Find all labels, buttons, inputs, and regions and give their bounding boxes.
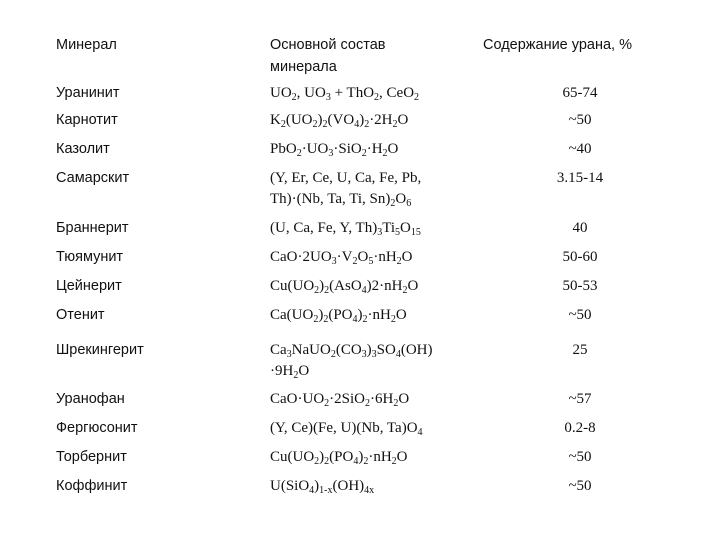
mineral-name: Цейнерит — [56, 278, 122, 294]
formula-text: ·nH — [367, 307, 391, 323]
formula-subscript: 15 — [410, 227, 421, 238]
uranium-content: ~50 — [568, 478, 592, 494]
formula-text: ) — [317, 112, 323, 128]
formula-text: (OH) — [400, 342, 433, 358]
uranium-content: 3.15-14 — [556, 170, 604, 186]
formula-subscript: 2 — [365, 398, 370, 409]
mineral-formula — [270, 83, 470, 104]
uranium-content: ~40 — [568, 141, 592, 157]
formula-text: O — [395, 307, 407, 323]
uranium-content: ~50 — [568, 112, 592, 128]
formula-text: CaO·2UO — [270, 249, 332, 265]
formula-text: ·9H — [270, 363, 294, 379]
formula-text: ) — [319, 449, 325, 465]
formula-subscript: 4x — [364, 485, 375, 496]
formula-subscript: 2 — [314, 456, 320, 467]
mineral-formula — [270, 168, 470, 210]
formula-text: K — [270, 112, 281, 128]
formula-subscript: 3 — [377, 227, 383, 238]
mineral-name: Самарскит — [56, 170, 130, 186]
formula-text: O — [395, 191, 407, 207]
formula-text: (UO — [285, 112, 313, 128]
formula-subscript: 2 — [324, 285, 330, 296]
uranium-content: ~50 — [568, 307, 592, 323]
formula-text: O — [357, 249, 369, 265]
uranium-content: 0.2-8 — [564, 420, 596, 436]
formula-text: ) — [359, 112, 365, 128]
formula-subscript: 2 — [362, 314, 368, 325]
formula-text: , CeO — [379, 85, 415, 101]
formula-subscript: 3 — [371, 349, 377, 360]
formula-subscript: 4 — [354, 119, 360, 130]
formula-subscript: 2 — [361, 148, 367, 159]
formula-subscript: 4 — [395, 349, 401, 360]
formula-text: Cu(UO — [270, 278, 315, 294]
formula-text: ·2SiO — [329, 391, 365, 407]
formula-text: ) — [318, 307, 324, 323]
uranium-content: 50-60 — [562, 249, 598, 265]
formula-text: (PO — [328, 307, 353, 323]
mineral-formula — [270, 418, 470, 439]
formula-text: O — [397, 112, 409, 128]
formula-subscript: 2 — [330, 349, 336, 360]
formula-text: , UO — [296, 85, 326, 101]
header-composition-line2: минерала — [270, 59, 337, 75]
formula-text: ·6H — [370, 391, 394, 407]
mineral-formula — [270, 305, 470, 326]
formula-subscript: 2 — [364, 119, 370, 130]
formula-subscript: 4 — [353, 456, 359, 467]
formula-subscript: 5 — [368, 256, 374, 267]
formula-subscript: 3 — [286, 349, 292, 360]
formula-subscript: 2 — [392, 119, 398, 130]
formula-subscript: 2 — [414, 92, 420, 103]
formula-subscript: 2 — [293, 370, 299, 381]
formula-text: (U, Ca, Fe, Y, Th) — [270, 220, 378, 236]
formula-text: ·SiO — [333, 141, 362, 157]
uranium-content: ~50 — [568, 449, 592, 465]
formula-subscript: 1-x — [319, 485, 333, 496]
formula-text: ·nH — [368, 449, 392, 465]
formula-subscript: 5 — [395, 227, 401, 238]
formula-subscript: 3 — [361, 349, 367, 360]
formula-subscript: 2 — [393, 398, 399, 409]
formula-text: (Y, Ce)(Fe, U)(Nb, Ta)O — [270, 420, 418, 436]
mineral-name: Коффинит — [56, 478, 128, 494]
header-composition-line1: Основной состав — [270, 37, 386, 53]
formula-text: O — [387, 141, 399, 157]
formula-subscript: 2 — [324, 456, 330, 467]
formula-text: ) — [366, 342, 372, 358]
mineral-formula — [270, 139, 470, 160]
mineral-formula — [270, 247, 470, 268]
formula-subscript: 2 — [352, 256, 358, 267]
formula-subscript: 2 — [296, 148, 302, 159]
formula-subscript: 3 — [328, 148, 334, 159]
formula-subscript: 2 — [314, 285, 320, 296]
formula-text: ·UO — [301, 141, 329, 157]
header-mineral: Минерал — [56, 37, 117, 53]
formula-text: O — [400, 220, 411, 236]
formula-text: (CO — [335, 342, 362, 358]
mineral-name: Фергюсонит — [56, 420, 138, 436]
formula-text: CaO·UO — [270, 391, 325, 407]
mineral-name: Браннерит — [56, 220, 129, 236]
uranium-content: 50-53 — [562, 278, 598, 294]
header-composition — [270, 34, 460, 78]
formula-text: )2·nH — [366, 278, 403, 294]
formula-text: Ca(UO — [270, 307, 314, 323]
formula-subscript: 2 — [390, 314, 396, 325]
formula-text: O — [298, 363, 310, 379]
formula-text: (VO — [327, 112, 355, 128]
formula-subscript: 2 — [402, 285, 408, 296]
formula-subscript: 4 — [309, 485, 315, 496]
mineral-name: Шрекингерит — [56, 342, 144, 358]
uranium-content: ~57 — [568, 391, 592, 407]
formula-text: ·V — [336, 249, 353, 265]
mineral-formula — [270, 389, 470, 410]
formula-subscript: 2 — [280, 119, 286, 130]
mineral-formula — [270, 447, 470, 468]
formula-subscript: 2 — [391, 456, 397, 467]
mineral-formula — [270, 218, 470, 239]
formula-text: U(SiO — [270, 478, 310, 494]
formula-subscript: 2 — [374, 92, 380, 103]
mineral-name: Тюямунит — [56, 249, 124, 265]
formula-text: ) — [314, 478, 320, 494]
formula-text: Th)·(Nb, Ta, Ti, Sn) — [270, 191, 391, 207]
formula-text: Cu(UO — [270, 449, 315, 465]
formula-text: (PO — [329, 449, 354, 465]
formula-text: O — [398, 391, 410, 407]
formula-text: O — [401, 249, 413, 265]
uranium-content: 40 — [572, 220, 588, 236]
formula-text: ) — [357, 307, 363, 323]
formula-text: + ThO — [330, 85, 375, 101]
formula-subscript: 2 — [396, 256, 402, 267]
formula-text: (Y, Er, Ce, U, Ca, Fe, Pb, — [270, 170, 422, 186]
formula-subscript: 2 — [363, 456, 369, 467]
mineral-formula — [270, 340, 470, 382]
mineral-name: Уранинит — [56, 85, 120, 101]
formula-subscript: 2 — [312, 119, 318, 130]
mineral-formula — [270, 476, 470, 497]
mineral-name: Уранофан — [56, 391, 125, 407]
mineral-formula — [270, 276, 470, 297]
formula-subscript: 2 — [390, 198, 396, 209]
formula-subscript: 2 — [322, 119, 328, 130]
formula-text: O — [407, 278, 419, 294]
formula-text: PbO — [270, 141, 297, 157]
mineral-formula — [270, 110, 470, 131]
mineral-name: Отенит — [56, 307, 105, 323]
formula-subscript: 2 — [323, 314, 329, 325]
uranium-content: 65-74 — [562, 85, 598, 101]
formula-text: Ca — [270, 342, 287, 358]
formula-text: (AsO — [329, 278, 362, 294]
formula-subscript: 6 — [406, 198, 412, 209]
formula-text: ·nH — [373, 249, 397, 265]
formula-subscript: 2 — [291, 92, 297, 103]
formula-subscript: 2 — [324, 398, 330, 409]
formula-subscript: 4 — [417, 427, 423, 438]
mineral-name: Казолит — [56, 141, 110, 157]
formula-text: O — [396, 449, 408, 465]
formula-subscript: 4 — [361, 285, 367, 296]
formula-text: ·H — [366, 141, 383, 157]
mineral-name: Торбернит — [56, 449, 127, 465]
mineral-name: Карнотит — [56, 112, 118, 128]
formula-subscript: 2 — [382, 148, 388, 159]
formula-subscript: 2 — [313, 314, 319, 325]
formula-text: NaUO — [291, 342, 331, 358]
formula-subscript: 4 — [352, 314, 358, 325]
formula-subscript: 3 — [331, 256, 337, 267]
formula-text: UO — [270, 85, 292, 101]
formula-subscript: 3 — [325, 92, 331, 103]
formula-text: ) — [358, 449, 364, 465]
header-uranium-content: Содержание урана, % — [483, 37, 633, 53]
formula-text: Ti — [382, 220, 396, 236]
uranium-content: 25 — [572, 342, 588, 358]
formula-text: SO — [376, 342, 396, 358]
formula-text: ) — [319, 278, 325, 294]
formula-text: (OH) — [332, 478, 365, 494]
formula-text: ·2H — [369, 112, 393, 128]
